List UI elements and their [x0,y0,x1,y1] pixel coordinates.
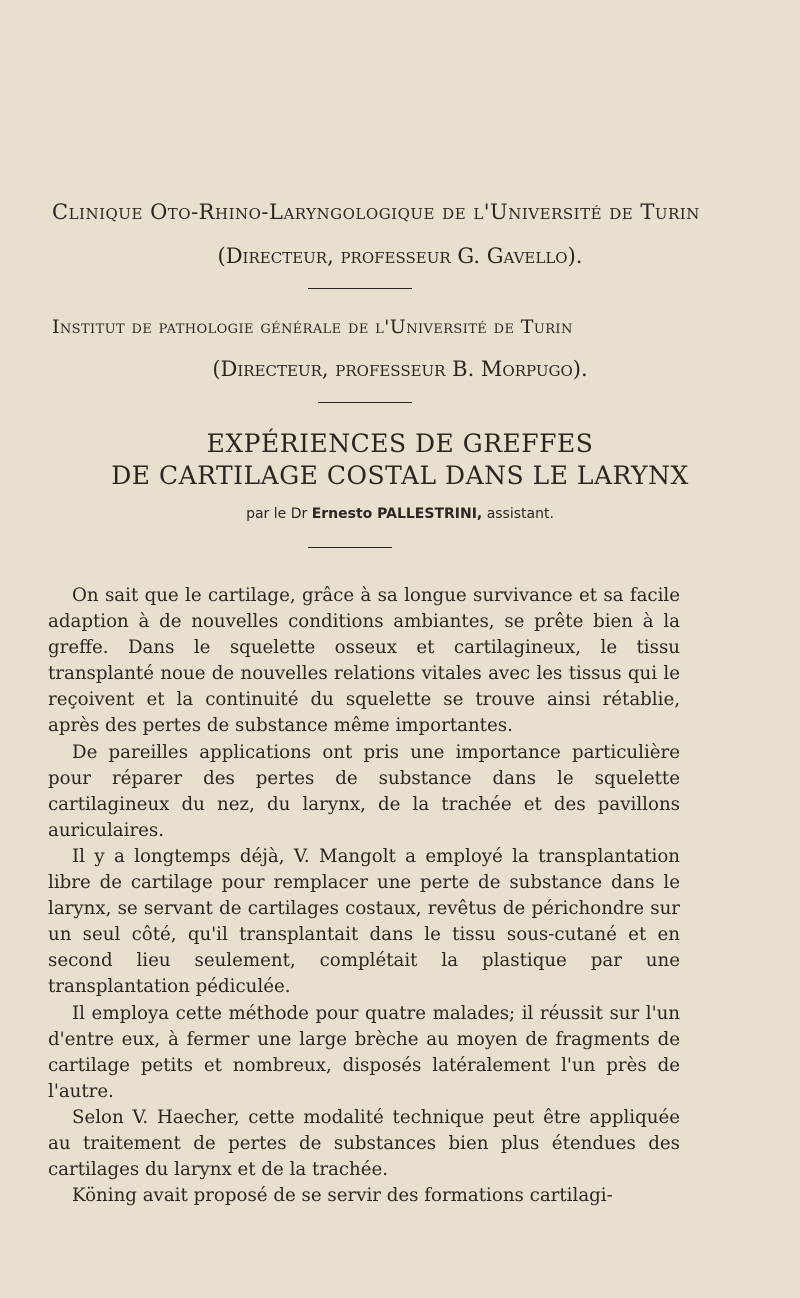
author-name: Ernesto PALLESTRINI, [311,506,483,522]
paragraph: On sait que le cartilage, grâce à sa longue survivance et sa facile adaption à de nouvelles conditions ambiantes, se prête bien à la greffe. Dans le squelette osseux et cartilagineux, le tissu transplanté noue de nouvelles relations vitales avec les tissus qui le reçoivent et la continuité du squelette se trouve ainsi rétablie, après des pertes de substance même importantes. [48,585,680,737]
title-line-1: EXPÉRIENCES DE GREFFES [206,429,594,458]
title-line-2: DE CARTILAGE COSTAL DANS LE LARYNX [111,461,689,490]
institute-heading: Institut de pathologie générale de l'Université de Turin [52,316,573,338]
separator-rule [318,402,412,403]
paragraph: Il y a longtemps déjà, V. Mangolt a employé la transplantation libre de cartilage pour remplacer une perte de substance dans le larynx, se servant de cartilages costaux, revêtus de périchondre sur un seul côté, qu'il transplantait dans le tissu sous-cutané et en second lieu seulement, complétait la plastique par une transplantation pédiculée. [48,845,680,998]
clinic-director: (Directeur, professeur G. Gavello). [217,244,583,268]
separator-rule [308,288,412,289]
clinic-heading: Clinique Oto-Rhino-Laryngologique de l'Université de Turin [52,200,700,224]
separator-rule [308,547,392,548]
paragraph: De pareilles applications ont pris une importance particulière pour réparer des pertes de substance dans le squelette cartilagineux du nez, du larynx, de la trachée et des pavillons auriculaires. [48,741,680,841]
article-title [0,428,800,492]
paragraph: Selon V. Haecher, cette modalité technique peut être appliquée au traitement de pertes de substances bien plus étendues des cartilages du larynx et de la trachée. [48,1106,680,1181]
institute-director: (Directeur, professeur B. Morpugo). [212,357,588,381]
author-byline [0,506,800,522]
paragraph: Il employa cette méthode pour quatre malades; il réussit sur l'un d'entre eux, à fermer une large brèche au moyen de fragments de cartilage petits et nombreux, disposés latéralement l'un près de l'autre. [48,1002,680,1102]
article-body [48,583,680,1209]
author-role: assistant. [486,506,554,522]
byline-prefix: par le Dr [246,506,308,522]
paragraph: Köning avait proposé de se servir des formations cartilagi- [72,1185,613,1207]
